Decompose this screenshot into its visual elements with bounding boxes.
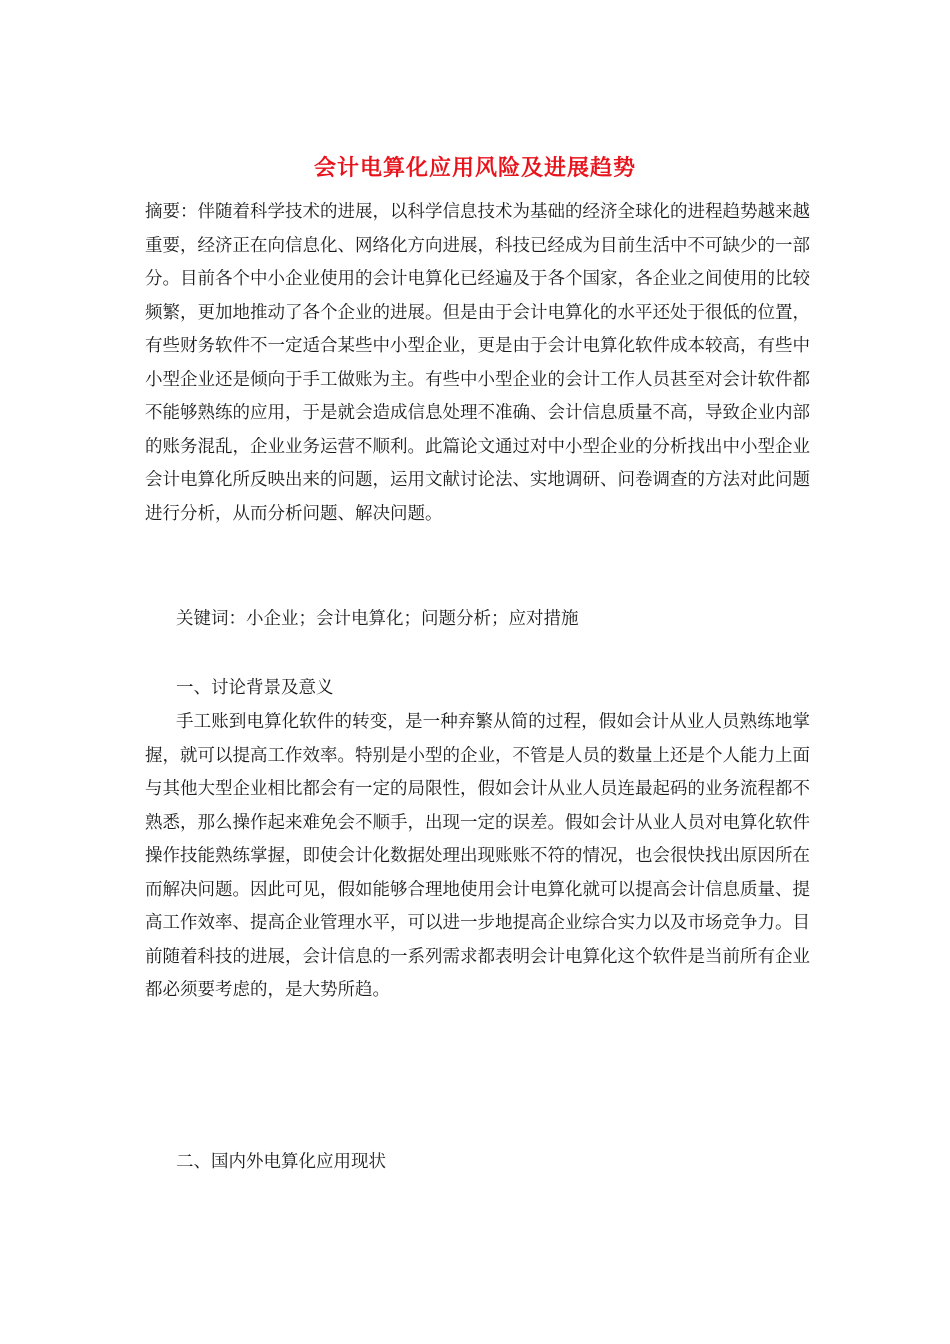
document-title: 会计电算化应用风险及进展趋势 (313, 155, 636, 181)
section-heading-background: 一、讨论背景及意义 (176, 678, 334, 698)
section-heading-status: 二、国内外电算化应用现状 (176, 1152, 386, 1172)
section-paragraph-background: 手工账到电算化软件的转变，是一种弃繁从简的过程，假如会计从业人员熟练地掌握，就可以提高工作效率。特别是小型的企业，不管是人员的数量上还是个人能力上面与其他大型企业相比都会有一定的局限性，假如会计从业人员连最起码的业务流程都不熟悉，那么操作起来难免会不顺手，出现一定的误差。假如会计从业人员对电算化软件操作技能熟练掌握，即使会计化数据处理出现账账不符的情况，也会很快找出原因所在而解决问题。因此可见，假如能够合理地使用会计电算化就可以提高会计信息质量、提高工作效率、提高企业管理水平，可以进一步地提高企业综合实力以及市场竞争力。目前随着科技的进展，会计信息的一系列需求都表明会计电算化这个软件是当前所有企业都必须要考虑的，是大势所趋。 (145, 712, 810, 1000)
keywords-line: 关键词：小企业；会计电算化；问题分析；应对措施 (176, 609, 579, 629)
abstract-paragraph: 摘要：伴随着科学技术的进展，以科学信息技术为基础的经济全球化的进程趋势越来越重要，经济正在向信息化、网络化方向进展，科技已经成为目前生活中不可缺少的一部分。目前各个中小企业使用的会计电算化已经遍及于各个国家，各企业之间使用的比较频繁，更加地推动了各个企业的进展。但是由于会计电算化的水平还处于很低的位置，有些财务软件不一定适合某些中小型企业，更是由于会计电算化软件成本较高，有些中小型企业还是倾向于手工做账为主。有些中小型企业的会计工作人员甚至对会计软件都不能够熟练的应用，于是就会造成信息处理不准确、会计信息质量不高，导致企业内部的账务混乱，企业业务运营不顺利。此篇论文通过对中小型企业的分析找出中小型企业会计电算化所反映出来的问题，运用文献讨论法、实地调研、问卷调查的方法对此问题进行分析，从而分析问题、解决问题。 (145, 202, 810, 524)
